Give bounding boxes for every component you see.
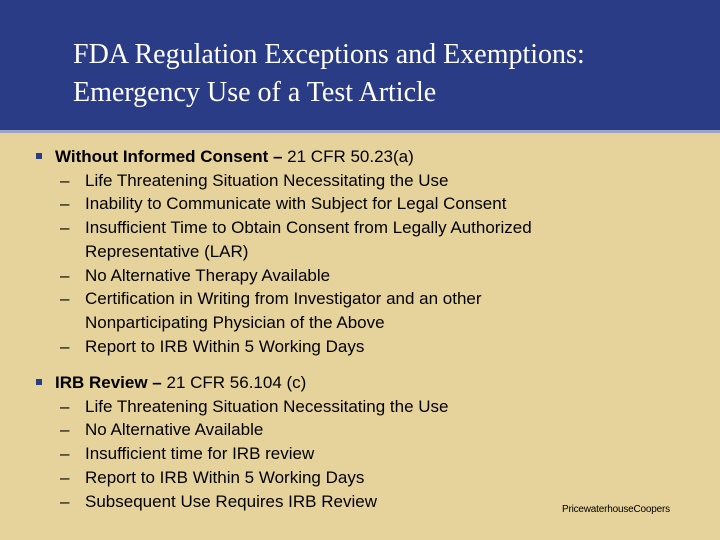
dash-icon: – — [60, 289, 70, 309]
company-logo: PricewaterhouseCoopers — [562, 504, 670, 515]
list-item-text: No Alternative Therapy Available — [85, 265, 331, 285]
dash-icon: – — [60, 444, 70, 464]
dash-icon: – — [60, 170, 70, 190]
list-item — [36, 466, 696, 490]
dash-icon: – — [60, 491, 70, 511]
list-item-text: Certification in Writing from Investigator and an other Nonparticipating Physician of the Above — [85, 289, 482, 332]
section-heading-bold: IRB Review – — [55, 373, 162, 392]
list-item — [36, 216, 635, 263]
list-item — [36, 169, 696, 193]
dash-icon: – — [60, 336, 70, 356]
dash-icon: – — [60, 218, 70, 238]
list-item — [36, 395, 696, 419]
list-item-text: Subsequent Use Requires IRB Review — [85, 491, 377, 511]
list-item-text: Insufficient Time to Obtain Consent from Legally Authorized Representative (LAR) — [85, 218, 532, 261]
list-item-text: Insufficient time for IRB review — [85, 444, 315, 464]
square-bullet-icon — [36, 153, 42, 159]
list-item — [36, 264, 696, 288]
list-item — [36, 335, 696, 359]
square-bullet-icon — [36, 379, 42, 385]
list-item-text: No Alternative Available — [85, 420, 264, 440]
dash-icon: – — [60, 265, 70, 285]
section-heading — [36, 145, 696, 169]
list-item-text: Life Threatening Situation Necessitating the Use — [85, 396, 449, 416]
dash-icon: – — [60, 194, 70, 214]
section-heading-bold: Without Informed Consent – — [55, 147, 283, 166]
dash-icon: – — [60, 467, 70, 487]
section-informed-consent — [36, 145, 696, 358]
dash-icon: – — [60, 396, 70, 416]
title-line-1: FDA Regulation Exceptions and Exemptions: — [73, 39, 585, 70]
list-item — [36, 418, 696, 442]
list-item-text: Inability to Communicate with Subject for Legal Consent — [85, 194, 507, 214]
list-item — [36, 287, 565, 334]
section-irb-review — [36, 371, 696, 513]
section-heading-reference: 21 CFR 56.104 (c) — [161, 373, 307, 392]
title-line-2: Emergency Use of a Test Article — [73, 77, 437, 108]
dash-icon: – — [60, 420, 70, 440]
list-item — [36, 442, 696, 466]
list-item-text: Life Threatening Situation Necessitating the Use — [85, 170, 449, 190]
section-heading — [36, 371, 696, 395]
list-item-text: Report to IRB Within 5 Working Days — [85, 467, 365, 487]
list-item-text: Report to IRB Within 5 Working Days — [85, 336, 365, 356]
list-item — [36, 192, 696, 216]
section-heading-reference: 21 CFR 50.23(a) — [282, 147, 414, 166]
